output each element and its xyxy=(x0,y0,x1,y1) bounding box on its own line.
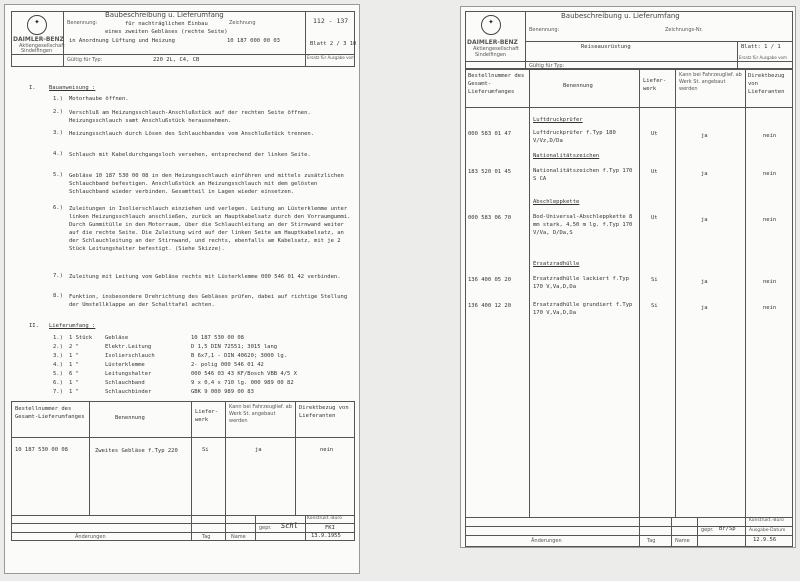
part-qty: 1 Stück xyxy=(69,335,93,341)
cell-lieferwerk: Ut xyxy=(651,215,658,221)
footer-col xyxy=(639,517,640,547)
part-number: 7.) xyxy=(53,389,63,395)
benennung-line-2: eines zweiten Gebläses (rechte Seite) xyxy=(105,29,228,35)
header-divider xyxy=(737,41,738,69)
cell-bestellnummer: 136 400 12 20 xyxy=(468,303,512,309)
cell-lieferwerk: Ut xyxy=(651,131,658,137)
table-col-divider xyxy=(191,401,192,515)
tag-label: Tag xyxy=(202,534,211,540)
benennung-label: Benennung: xyxy=(529,27,560,33)
issue-date: 12.9.56 xyxy=(753,537,777,543)
part-spec: 2- polig 000 546 01 42 xyxy=(191,362,264,368)
name-label: Name xyxy=(675,538,690,544)
step-number: 2.) xyxy=(53,109,63,115)
gepr-label: gepr. xyxy=(259,525,272,531)
col-header-kann: Kann bei Fahrzeuglief. ab Werk St. angebaut werden xyxy=(679,72,742,92)
table-header-divider xyxy=(465,107,793,108)
table-col-divider xyxy=(225,401,226,515)
step-number: 5.) xyxy=(53,172,63,178)
header-divider xyxy=(305,11,306,67)
cell-direktbezug: nein xyxy=(763,133,777,139)
footer-divider xyxy=(465,535,793,536)
signature: Br/Sp xyxy=(719,526,736,532)
part-spec: B 6x7,1 - DIN 40620; 3000 lg. xyxy=(191,353,288,359)
cell-kann: ja xyxy=(701,217,708,223)
header-divider xyxy=(11,54,355,55)
aenderungen-label: Änderungen xyxy=(75,534,106,540)
cell-benennung: Nationalitätszeichen f.Typ 170 S CA xyxy=(533,168,633,182)
step-text: Schlauch mit Kabeldurchgangsloch versehen, entsprechend der linken Seite. xyxy=(69,152,311,158)
col-header-kann: Kann bei Fahrzeuglief. ab Werk St. angebaut werden xyxy=(229,404,292,424)
part-qty: 1 " xyxy=(69,362,79,368)
konstrukt-label: Konstrukt.-Büro xyxy=(749,518,784,523)
footer-col xyxy=(305,515,306,541)
col-header-direktbezug: Direktbezug von Lieferanten xyxy=(748,73,785,95)
part-spec: D 1,5 DIN 72551; 3015 lang xyxy=(191,344,278,350)
part-name: Lüsterklemme xyxy=(105,362,145,368)
cell-lieferwerk: Si xyxy=(202,447,209,453)
footer-divider xyxy=(11,515,355,516)
signature: Schl xyxy=(281,522,298,530)
step-text: Funktion, insbesondere Drehrichtung des Gebläses prüfen, dabei auf richtige Stellung der Umstellklappe an der Schalttafel achten. xyxy=(69,294,348,308)
benennung-line-1: für nachträglichen Einbau xyxy=(125,21,208,27)
part-qty: 6 " xyxy=(69,371,79,377)
tag-label: Tag xyxy=(647,538,656,544)
col-header-direktbezug: Direktbezug von Lieferanten xyxy=(299,405,349,419)
konstrukt-label: Konstrukt.-Büro xyxy=(307,516,342,521)
company-sub: Aktiengesellschaft xyxy=(473,46,519,52)
part-spec: 10 187 530 00 08 xyxy=(191,335,244,341)
part-number: 2.) xyxy=(53,344,63,350)
header-divider xyxy=(525,41,793,42)
cell-kann: ja xyxy=(701,133,708,139)
category-heading: Nationalitätszeichen xyxy=(533,153,600,159)
gepr-label: gepr. xyxy=(701,527,714,533)
sheet-code: FKI xyxy=(325,525,335,531)
cell-lieferwerk: Si xyxy=(651,303,658,309)
cell-direktbezug: nein xyxy=(763,279,777,285)
col-header-benennung: Benennung xyxy=(563,83,593,89)
cell-lieferwerk: Si xyxy=(651,277,658,283)
footer-col xyxy=(191,515,192,541)
part-number: 5.) xyxy=(53,371,63,377)
table-col-divider xyxy=(675,69,676,517)
cell-bestellnummer: 000 583 06 70 xyxy=(468,215,512,221)
part-qty: 1 " xyxy=(69,380,79,386)
step-number: 1.) xyxy=(53,96,63,102)
table-header-divider xyxy=(11,437,355,438)
gueltig-value: 220 2L, C4, CB xyxy=(153,57,200,63)
header-divider xyxy=(465,61,793,62)
part-spec: GBK 9 000 989 00 83 xyxy=(191,389,254,395)
benennung-label: Benennung: xyxy=(67,20,98,26)
benennung-line-3: in Anordnung Lüftung und Heizung xyxy=(69,38,175,44)
section-1-number: I. xyxy=(29,85,36,91)
left-document-page xyxy=(4,4,360,574)
right-document-page xyxy=(460,6,796,548)
plant-name: Sindelfingen xyxy=(475,52,507,58)
step-number: 3.) xyxy=(53,130,63,136)
company-sub: Aktiengesellschaft xyxy=(19,43,65,49)
plant-name: Sindelfingen xyxy=(21,48,53,54)
part-name: Schlauchband xyxy=(105,380,145,386)
ausgabe-label: Ausgabe-Datum xyxy=(749,528,786,533)
cell-kann: ja xyxy=(701,279,708,285)
part-spec: 000 546 03 43 KF/Bosch VBB 4/5 X xyxy=(191,371,297,377)
cell-benennung: Ersatzradhülle grundiert f.Typ 170 V,Va,D,Da xyxy=(533,302,633,316)
cell-benennung: Luftdruckprüfer f.Typ 180 V/Vz,D/Da xyxy=(533,130,616,144)
cell-bestellnummer: 10 187 530 00 08 xyxy=(15,447,68,453)
part-name: Schlauchbinder xyxy=(105,389,152,395)
part-name: Gebläse xyxy=(105,335,129,341)
step-text: Zuleitungen in Isolierschlauch einziehen und verlegen. Leitung an Lüsterklemme unter linken Heizungsschlauch anschließen, zurück an Hauptkabelsatz durch den Vorraumgummi. Durch Gummitülle in den Motorraum, über die Schlauchleitung an der Stirnwand weiter auf die rechte Seite. Die Zuleitung wird auf der linken Seite am Hauptkabelsatz, an der Schlauchleitung an der Stirnwand, und rechts, ebenfalls am Kabelsatz, mit je 2 Stück Leitungshalter befestigt. (Siehe Skizze). xyxy=(69,206,351,252)
issue-date: 13.9.1955 xyxy=(311,533,341,539)
category-heading: Luftdruckprüfer xyxy=(533,117,583,123)
category-heading: Ersatzradhülle xyxy=(533,261,580,267)
aenderungen-label: Änderungen xyxy=(531,538,562,544)
gueltig-label: Gültig für Typ: xyxy=(529,63,565,69)
step-number: 7.) xyxy=(53,273,63,279)
table-col-divider xyxy=(295,401,296,515)
gueltig-label: Gültig für Typ: xyxy=(67,57,103,63)
part-qty: 2 " xyxy=(69,344,79,350)
cell-kann: ja xyxy=(701,171,708,177)
cell-benennung: Ersatzradhülle lackiert f.Typ 170 V,Va,D,Da xyxy=(533,276,630,290)
step-text: Gebläse 10 187 530 00 08 in den Heizungsschlauch einführen und mittels zusätzlichen Schlauchband befestigen. Anschlußstück an Heizungsschlauch mit dem gelösten Schlauchband wieder verbinden. Gesamtteil in Lagen wieder einsetzen. xyxy=(69,173,344,195)
table-col-divider xyxy=(639,69,640,517)
step-text: Motorhaube öffnen. xyxy=(69,96,129,102)
table-col-divider xyxy=(529,69,530,517)
part-qty: 1 " xyxy=(69,353,79,359)
cell-direktbezug: nein xyxy=(320,447,334,453)
footer-col xyxy=(697,517,698,547)
col-header-lieferwerk: Liefer-werk xyxy=(195,409,219,423)
table-col-divider xyxy=(745,69,746,517)
step-number: 8.) xyxy=(53,293,63,299)
cell-bestellnummer: 136 400 05 20 xyxy=(468,277,512,283)
drawing-number: 10 187 000 00 03 xyxy=(227,38,280,44)
footer-col xyxy=(225,515,226,541)
company-name: DAIMLER-BENZ xyxy=(13,36,64,43)
footer-col xyxy=(255,515,256,541)
doc-title: Baubeschreibung u. Lieferumfang xyxy=(561,12,680,20)
step-number: 6.) xyxy=(53,205,63,211)
zeichnung-label: Zeichnungs-Nr. xyxy=(665,27,703,33)
step-number: 4.) xyxy=(53,151,63,157)
part-number: 4.) xyxy=(53,362,63,368)
section-2-title: Lieferumfang : xyxy=(49,323,96,329)
footer-divider xyxy=(11,532,355,533)
cell-direktbezug: nein xyxy=(763,305,777,311)
cell-benennung: Zweites Gebläse f.Typ 220 xyxy=(95,448,178,454)
category-heading: Abschleppkette xyxy=(533,199,580,205)
cell-direktbezug: nein xyxy=(763,171,777,177)
part-spec: 9 x 0,4 x 710 lg. 000 989 00 82 xyxy=(191,380,294,386)
mercedes-star-logo-icon: ✦ xyxy=(27,15,47,35)
cell-bestellnummer: 000 583 01 47 xyxy=(468,131,512,137)
part-name: Leitungshalter xyxy=(105,371,152,377)
ersatz-label: Ersatz für Ausgabe vom xyxy=(739,55,787,60)
col-header-lieferwerk: Liefer-werk xyxy=(643,78,667,92)
step-text: Verschluß am Heizungsschlauch-Anschlußstück auf der rechten Seite öffnen. Heizungsschlauch samt Anschlußstück herausnehmen. xyxy=(69,110,311,124)
footer-divider xyxy=(465,526,793,527)
section-2-number: II. xyxy=(29,323,39,329)
zeichnung-value: 112 - 137 xyxy=(313,17,349,25)
cell-kann: ja xyxy=(255,447,262,453)
col-header-bestellnummer: Bestellnummer des Gesamt-Lieferumfanges xyxy=(15,406,85,420)
footer-divider xyxy=(465,517,793,518)
name-label: Name xyxy=(231,534,246,540)
part-number: 1.) xyxy=(53,335,63,341)
table-col-divider xyxy=(89,401,90,515)
zeichnung-label: Zeichnung xyxy=(229,20,256,26)
benennung-value: Reiseausrüstung xyxy=(581,44,631,50)
ersatz-label: Ersatz für Ausgabe vom xyxy=(307,55,355,60)
company-name: DAIMLER-BENZ xyxy=(467,39,518,46)
section-1-title: Bauanweisung : xyxy=(49,85,96,91)
part-number: 6.) xyxy=(53,380,63,386)
cell-benennung: Bod-Universal-Abschleppkette 8 mm stark, 4,50 m lg. f.Typ 170 V/Va, D/Da,S xyxy=(533,214,633,236)
col-header-benennung: Benennung xyxy=(115,415,145,421)
step-text: Zuleitung mit Leitung vom Gebläse rechts mit Lüsterklemme 000 546 01 42 verbinden. xyxy=(69,274,341,280)
sheet-number: Blatt 2 / 3 10 xyxy=(310,41,357,47)
doc-title: Baubeschreibung u. Lieferumfang xyxy=(105,11,224,19)
part-name: Elektr.Leitung xyxy=(105,344,152,350)
part-number: 3.) xyxy=(53,353,63,359)
part-qty: 1 " xyxy=(69,389,79,395)
part-name: Isolierschlauch xyxy=(105,353,155,359)
sheet-number: Blatt: 1 / 1 xyxy=(741,44,781,50)
left-parts-table xyxy=(11,401,355,541)
cell-lieferwerk: Ut xyxy=(651,169,658,175)
col-header-bestellnummer: Bestellnummer des Gesamt-Lieferumfanges xyxy=(468,73,525,95)
cell-direktbezug: nein xyxy=(763,217,777,223)
footer-col xyxy=(745,517,746,547)
mercedes-star-logo-icon: ✦ xyxy=(481,15,501,35)
cell-bestellnummer: 183 520 01 45 xyxy=(468,169,512,175)
cell-kann: ja xyxy=(701,305,708,311)
footer-col xyxy=(671,517,672,547)
footer-divider xyxy=(11,523,355,524)
step-text: Heizungsschlauch durch Lösen des Schlauchbandes vom Anschlußstück trennen. xyxy=(69,131,315,137)
